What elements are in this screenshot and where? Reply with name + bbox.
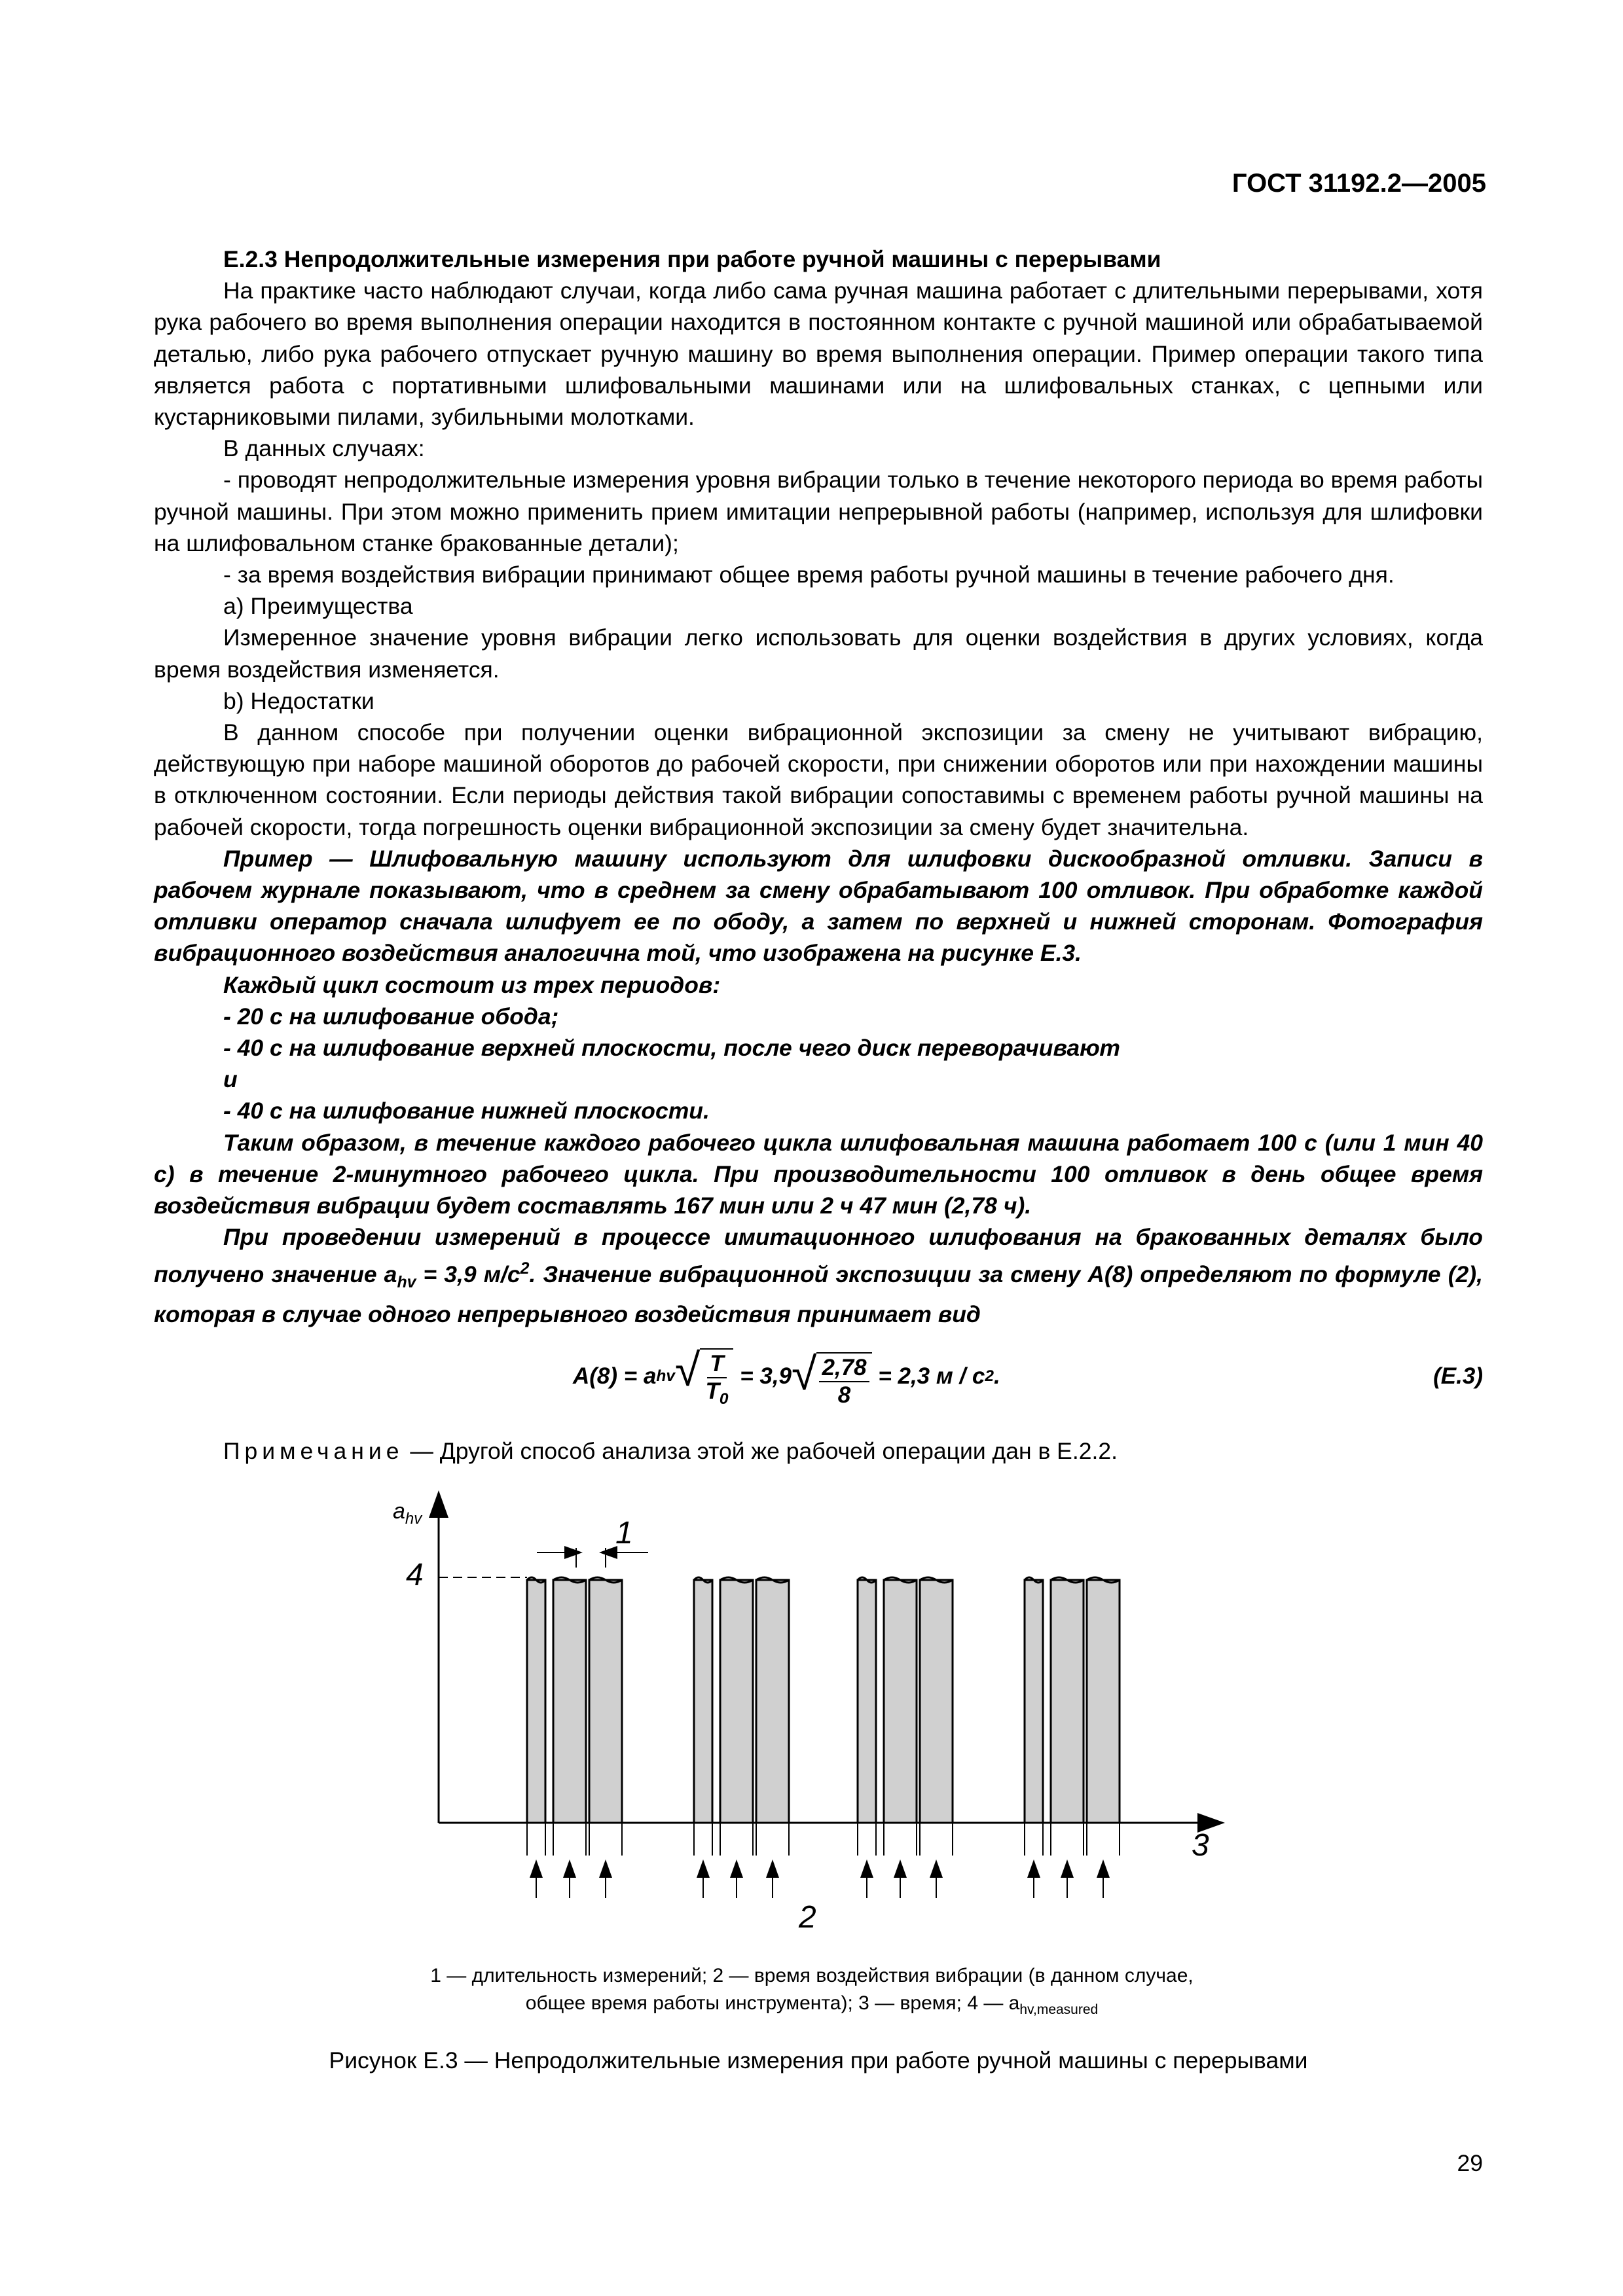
measurement-bar — [1025, 1580, 1043, 1823]
paragraph: В данном способе при получении оценки вибрационной экспозиции за смену не учитывают вибрацию, действующую при наборе машиной оборотов до рабочей скорости, при снижении оборотов или при нахождении машины в отключенном состоянии. Если периоды действия такой вибрации сопоставимы с временем работы ручной машины на рабочей скорости, тогда погрешность оценки вибрационной экспозиции за смену будет значительна. — [154, 719, 1483, 840]
measurement-bar — [720, 1580, 753, 1823]
measurement-bar — [1087, 1580, 1120, 1823]
example-paragraph-measurement: При проведении измерений в процессе имитационного шлифования на бракованных деталях было получено значение $a_{hv} = 3,9$ $м/с^2$. Значение вибрационной экспозиции за смену A(8) определяют по формуле (2), которая в случае одного непрерывного воздействия принимает вид — [154, 1224, 1483, 1327]
measurement-bar — [527, 1580, 545, 1823]
measurement-bar — [756, 1580, 789, 1823]
figure-e3 — [380, 1473, 1257, 1957]
exposure-arrows — [536, 1869, 1103, 1898]
callout-3-label: 3 — [1192, 1828, 1209, 1863]
document-header: ГОСТ 31192.2—2005 — [1231, 169, 1486, 198]
note: Примечание — Другой способ анализа этой же рабочей операции дан в Е.2.2. — [223, 1438, 1118, 1464]
measurement-bar — [589, 1580, 622, 1823]
example-paragraph: Каждый цикл состоит из трех периодов: — [223, 971, 721, 998]
document-body — [154, 243, 1483, 1330]
example-paragraph: - 40 с на шлифование верхней плоскости, после чего диск переворачивают — [223, 1035, 1120, 1062]
example-paragraph: - 40 с на шлифование нижней плоскости. — [223, 1098, 710, 1124]
page-number: 29 — [1457, 2150, 1483, 2176]
figure-legend — [314, 1962, 1309, 2024]
level-4-label: 4 — [406, 1558, 424, 1592]
measurement-bar — [884, 1580, 917, 1823]
example-paragraph: Пример — Шлифовальную машину используют для шлифовки дискообразной отливки. Записи в рабочем журнале показывают, что в среднем за смену обрабатывают 100 отливок. При обработке каждой отливки оператор сначала шлифует ее по ободу, а затем по верхней и нижней сторонам. Фотография вибрационного воздействия аналогична той, что изображена на рисунке Е.3. — [154, 845, 1483, 967]
example-paragraph: Таким образом, в течение каждого рабочего цикла шлифовальная машина работает 100 с (или 1 мин 40 с) в течение 2-минутного рабочего цикла. При производительности 100 отливок в день общее время воздействия вибрации будет составлять 167 мин или 2 ч 47 мин (2,78 ч). — [154, 1129, 1483, 1219]
measurement-bar — [858, 1580, 876, 1823]
paragraph: - проводят непродолжительные измерения уровня вибрации только в течение некоторого периода во время работы ручной машины. При этом можно применить прием имитации непрерывной работы (например, используя для шлифовки на шлифовальном станке бракованные детали); — [154, 467, 1483, 556]
formula-expression: A(8) = a hv √ $\frac{T}{T_0}$ = 3,9 √ $\frac{2,78}{8}$ = 2,3 м / с 2 . — [573, 1334, 1000, 1419]
example-paragraph: и — [223, 1066, 238, 1093]
measurement-bars — [527, 1577, 1120, 1856]
measurement-bar — [694, 1580, 712, 1823]
sqrt-2: √ $\frac{2,78}{8}$ — [792, 1344, 872, 1408]
paragraph: В данных случаях: — [223, 435, 425, 462]
formula-e3 — [154, 1334, 1483, 1419]
figure-caption: Рисунок Е.3 — Непродолжительные измерения при работе ручной машины с перерывами — [329, 2047, 1308, 2073]
y-axis-label: $a_{hv}$ — [393, 1499, 422, 1528]
example-paragraph: - 20 с на шлифование обода; — [223, 1003, 559, 1030]
paragraph: а) Преимущества — [223, 593, 413, 620]
measurement-bar — [553, 1580, 586, 1823]
measurement-bar — [920, 1580, 953, 1823]
legend-line-1: 1 — длительность измерений; 2 — время воздействия вибрации (в данном случае, — [430, 1965, 1194, 1986]
paragraph: b) Недостатки — [223, 687, 374, 714]
callout-2-label: 2 — [799, 1900, 816, 1935]
sqrt-1: √ $\frac{T}{T_0}$ — [675, 1340, 733, 1412]
paragraph: - за время воздействия вибрации принимают общее время работы ручной машины в течение рабочего дня. — [223, 562, 1395, 588]
formula-number: (Е.3) — [1433, 1363, 1483, 1389]
paragraph: Измеренное значение уровня вибрации легко использовать для оценки воздействия в других условиях, когда время воздействия изменяется. — [154, 624, 1483, 683]
paragraph: На практике часто наблюдают случаи, когда либо сама ручная машина работает с длительными перерывами, хотя рука рабочего во время выполнения операции находится в постоянном контакте с ручной машиной или обрабатываемой деталью, либо рука рабочего отпускает ручную машину во время выполнения операции. Пример операции такого типа является работа с портативными шлифовальными машинами или на шлифовальных станках, с цепными или кустарниковыми пилами, зубильными молотками. — [154, 278, 1483, 431]
legend-line-2: общее время работы инструмента); 3 — время; 4 — $a_{hv,measured}$ — [525, 1992, 1099, 2017]
section-heading: Е.2.3 Непродолжительные измерения при работе ручной машины с перерывами — [223, 246, 1161, 272]
measurement-bar — [1051, 1580, 1084, 1823]
callout-1-label: 1 — [615, 1516, 633, 1551]
